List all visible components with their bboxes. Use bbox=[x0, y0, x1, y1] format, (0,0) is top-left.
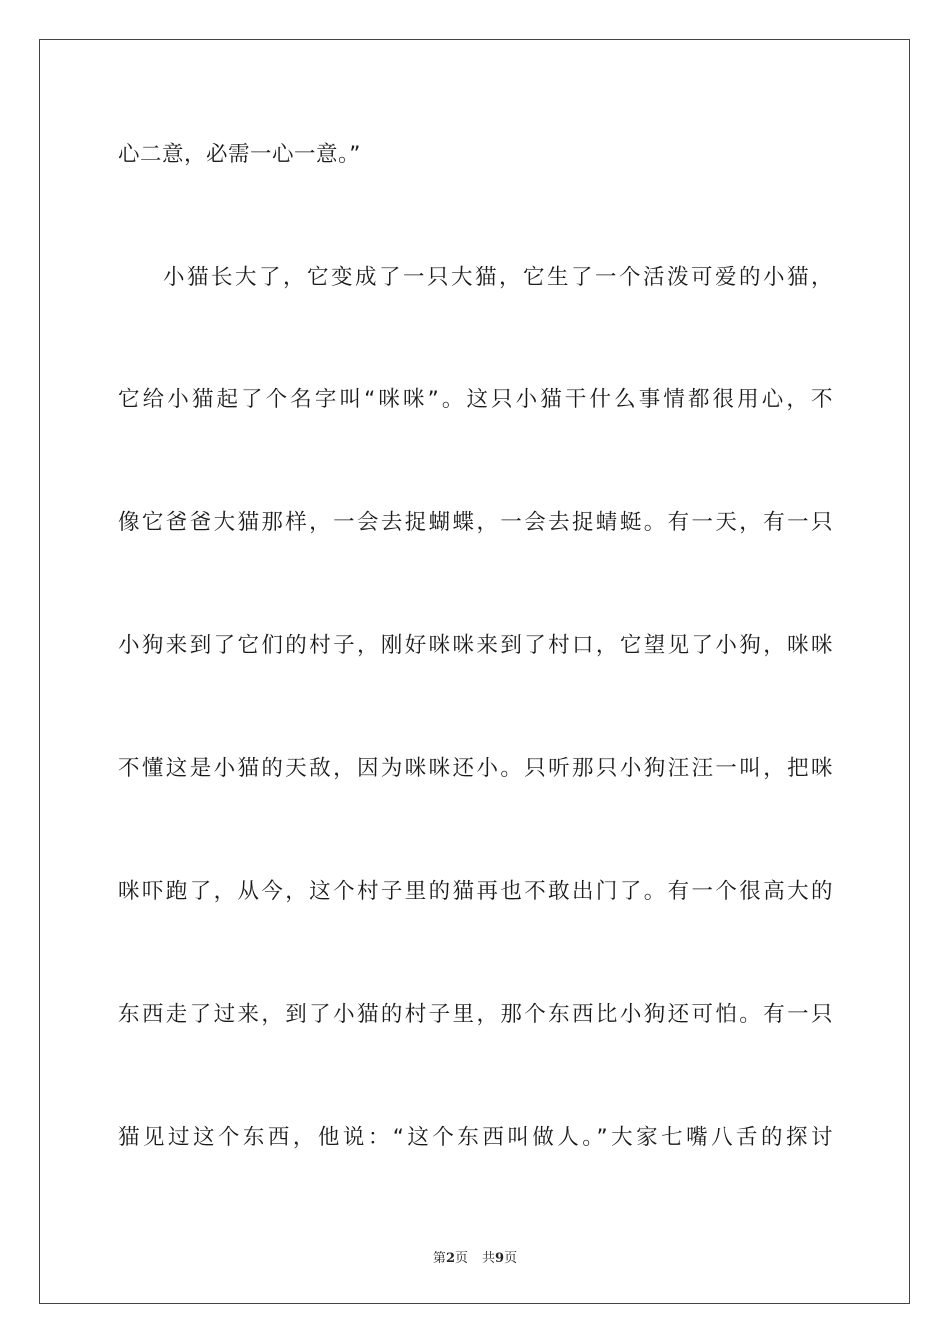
page-footer bbox=[0, 1247, 950, 1266]
text-line-9: 猫见过这个东西，他说：“这个东西叫做人。”大家七嘴八舌的探讨 bbox=[118, 1125, 833, 1150]
text-line-1: 心二意，必需一心一意。” bbox=[118, 142, 361, 167]
text-line-8: 东西走了过来，到了小猫的村子里，那个东西比小狗还可怕。有一只 bbox=[118, 1002, 833, 1027]
text-line-3: 它给小猫起了个名字叫“咪咪”。这只小猫干什么事情都很用心，不 bbox=[118, 387, 833, 412]
page-border bbox=[39, 39, 910, 1304]
total-prefix: 共 bbox=[482, 1251, 496, 1266]
text-line-7: 咪吓跑了，从今，这个村子里的猫再也不敢出门了。有一个很高大的 bbox=[118, 879, 833, 904]
page-suffix: 页 bbox=[454, 1251, 468, 1266]
total-suffix: 页 bbox=[504, 1251, 518, 1266]
text-line-5: 小狗来到了它们的村子，刚好咪咪来到了村口，它望见了小狗，咪咪 bbox=[118, 633, 833, 658]
page-number: 2 bbox=[445, 1251, 455, 1266]
text-line-2: 小猫长大了，它变成了一只大猫，它生了一个活泼可爱的小猫， bbox=[163, 265, 833, 290]
page-prefix: 第 bbox=[432, 1251, 446, 1266]
text-line-6: 不懂这是小猫的天敌，因为咪咪还小。只听那只小狗汪汪一叫，把咪 bbox=[118, 756, 833, 781]
text-line-4: 像它爸爸大猫那样，一会去捉蝴蝶，一会去捉蜻蜓。有一天，有一只 bbox=[118, 510, 833, 535]
total-pages: 9 bbox=[495, 1251, 505, 1266]
